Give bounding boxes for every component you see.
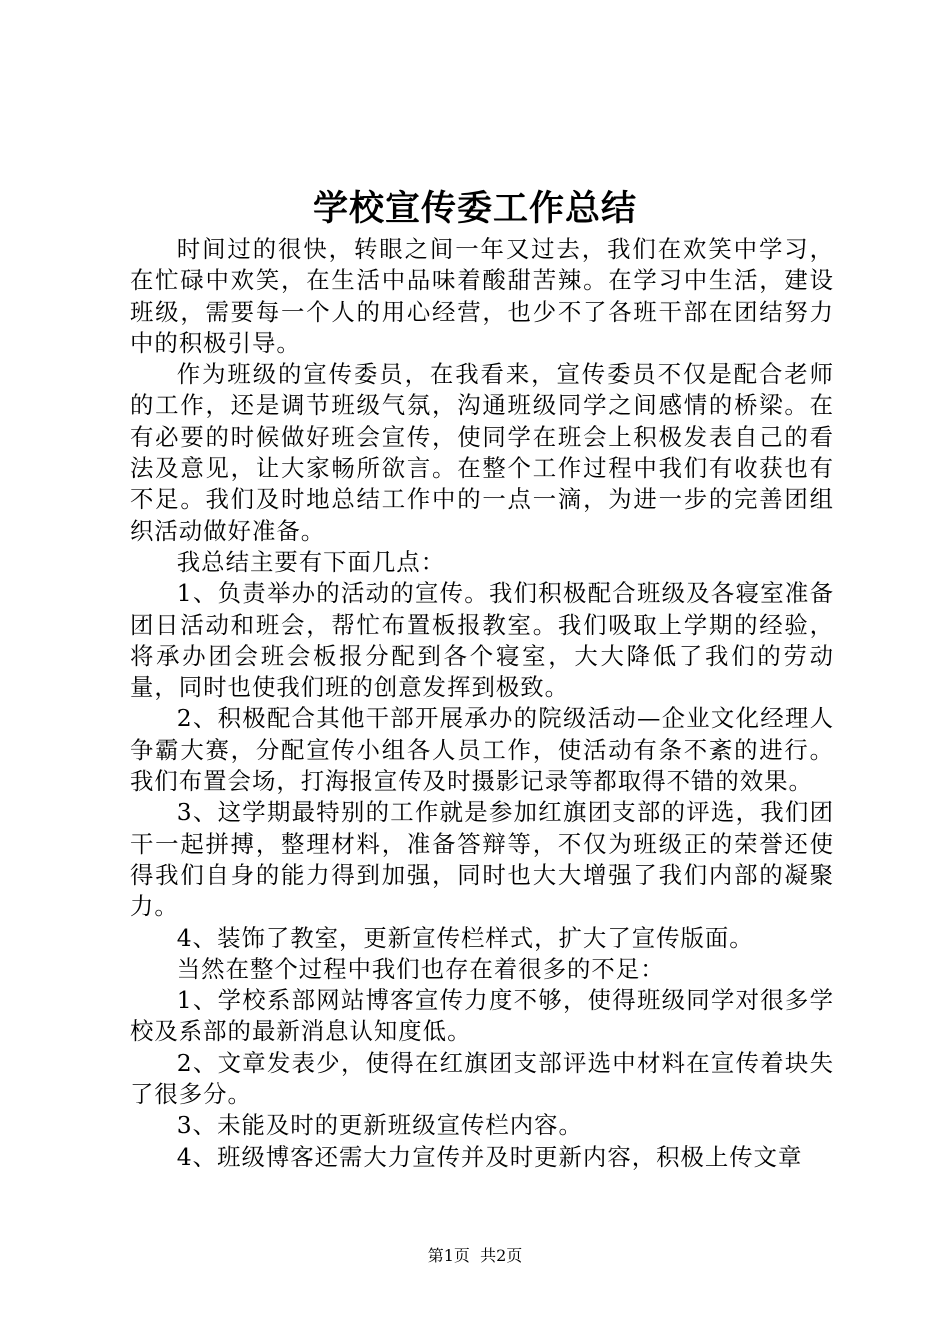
paragraph: 2、文章发表少，使得在红旗团支部评选中材料在宣传着块失了很多分。: [130, 1048, 834, 1109]
paragraph: 2、积极配合其他干部开展承办的院级活动—企业文化经理人争霸大赛，分配宣传小组各人员工作，使活动有条不紊的进行。我们布置会场，打海报宣传及时摄影记录等都取得不错的效果。: [130, 704, 834, 796]
paragraph: 我总结主要有下面几点：: [176, 547, 446, 576]
page-footer: 第1页 共2页: [427, 1246, 523, 1265]
paragraph: 时间过的很快，转眼之间一年又过去，我们在欢笑中学习，在忙碌中欢笑，在生活中品味着酸甜苦辣。在学习中生活，建设班级，需要每一个人的用心经营，也少不了各班干部在团结努力中的积极引导。: [130, 235, 834, 357]
paragraph: 当然在整个过程中我们也存在着很多的不足：: [176, 954, 665, 983]
paragraph: 1、学校系部网站博客宣传力度不够，使得班级同学对很多学校及系部的最新消息认知度低。: [130, 986, 834, 1046]
paragraph: 3、这学期最特别的工作就是参加红旗团支部的评选，我们团干一起拼搏，整理材料，准备答辩等，不仅为班级正的荣誉还使得我们自身的能力得到加强，同时也大大增强了我们内部的凝聚力。: [130, 798, 834, 921]
paragraph: 4、班级博客还需大力宣传并及时更新内容，积极上传文章: [176, 1142, 803, 1171]
paragraph: 4、装饰了教室，更新宣传栏样式，扩大了宣传版面。: [176, 923, 754, 952]
paragraph: 作为班级的宣传委员，在我看来，宣传委员不仅是配合老师的工作，还是调节班级气氛，沟通班级同学之间感情的桥梁。在有必要的时候做好班会宣传，使同学在班会上积极发表自己的看法及意见，让大家畅所欲言。在整个工作过程中我们有收获也有不足。我们及时地总结工作中的一点一滴，为进一步的完善团组织活动做好准备。: [130, 360, 834, 545]
page-title: 学校宣传委工作总结: [312, 188, 637, 229]
document-body: [130, 234, 834, 1173]
paragraph: 3、未能及时的更新班级宣传栏内容。: [176, 1111, 583, 1140]
paragraph: 1、负责举办的活动的宣传。我们积极配合班级及各寝室准备团日活动和班会，帮忙布置板报教室。我们吸取上学期的经验，将承办团会班会板报分配到各个寝室，大大降低了我们的劳动量，同时也使我们班的创意发挥到极致。: [130, 579, 834, 702]
